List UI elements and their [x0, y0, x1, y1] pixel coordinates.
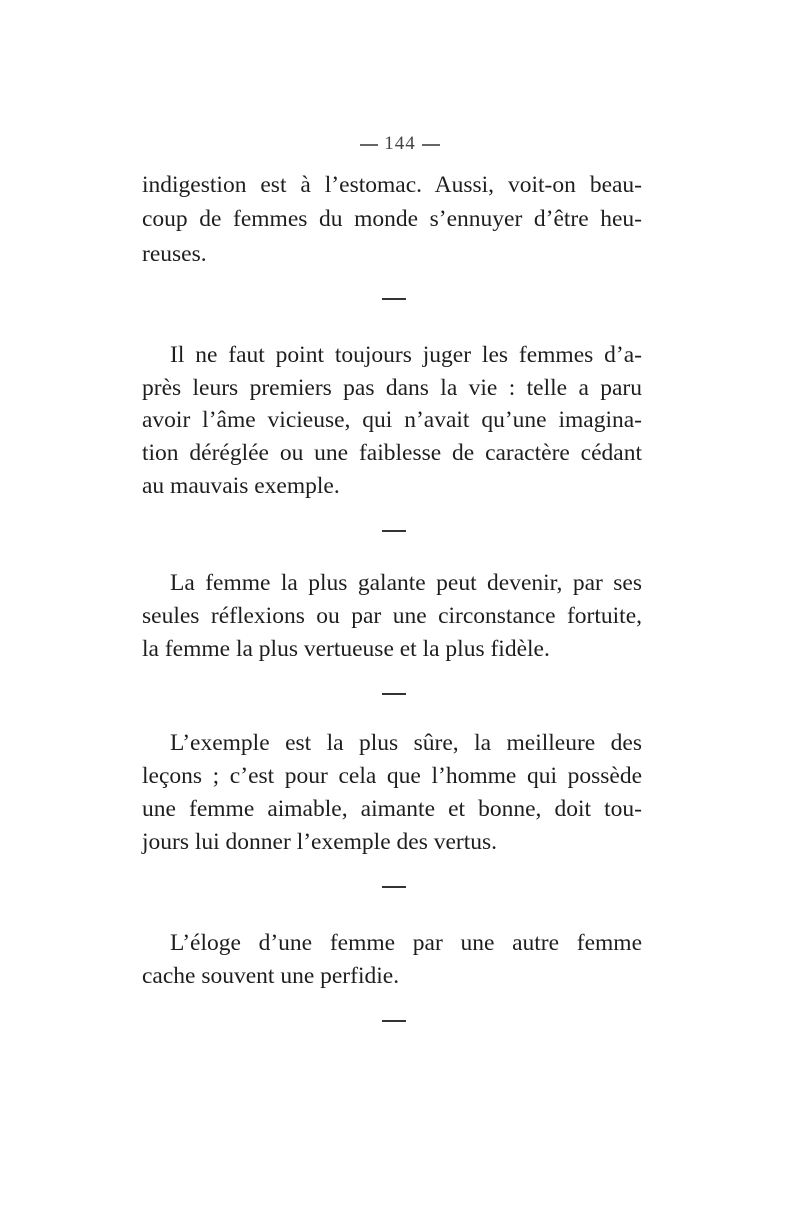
paragraph-2-line-1: Il ne faut point toujours juger les femmes d’a-	[170, 342, 642, 368]
section-separator	[382, 693, 406, 695]
paragraph-2-line-2: près leurs premiers pas dans la vie : telle a paru	[142, 375, 642, 401]
paragraph-2-line-3: avoir l’âme vicieuse, qui n’avait qu’une imagina-	[142, 407, 642, 433]
page-header	[0, 133, 800, 155]
page-number: 144	[384, 133, 416, 154]
paragraph-3-line-2: seules réflexions ou par une circonstance fortuite,	[142, 603, 642, 629]
paragraph-3-line-1: La femme la plus galante peut devenir, par ses	[170, 570, 642, 596]
paragraph-1-line-2: coup de femmes du monde s’ennuyer d’être heu-	[142, 206, 642, 232]
header-dash-left	[360, 144, 378, 146]
paragraph-4-line-3: une femme aimable, aimante et bonne, doit tou-	[142, 796, 642, 822]
section-separator	[382, 886, 406, 888]
paragraph-5-line-1: L’éloge d’une femme par une autre femme	[170, 930, 642, 956]
paragraph-3-line-3: la femme la plus vertueuse et la plus fidèle.	[142, 636, 550, 662]
paragraph-2-line-4: tion déréglée ou une faiblesse de caractère cédant	[142, 440, 642, 466]
paragraph-1-line-1: indigestion est à l’estomac. Aussi, voit-on beau-	[142, 172, 642, 198]
section-separator	[382, 530, 406, 532]
paragraph-1-line-3: reuses.	[142, 241, 207, 267]
paragraph-4-line-4: jours lui donner l’exemple des vertus.	[142, 829, 498, 855]
paragraph-4-line-1: L’exemple est la plus sûre, la meilleure des	[170, 730, 642, 756]
section-separator	[382, 298, 406, 300]
header-dash-right	[422, 144, 440, 146]
paragraph-5-line-2: cache souvent une perfidie.	[142, 963, 400, 989]
section-separator	[382, 1020, 406, 1022]
paragraph-2-line-5: au mauvais exemple.	[142, 473, 340, 499]
paragraph-4-line-2: leçons ; c’est pour cela que l’homme qui possède	[142, 763, 642, 789]
